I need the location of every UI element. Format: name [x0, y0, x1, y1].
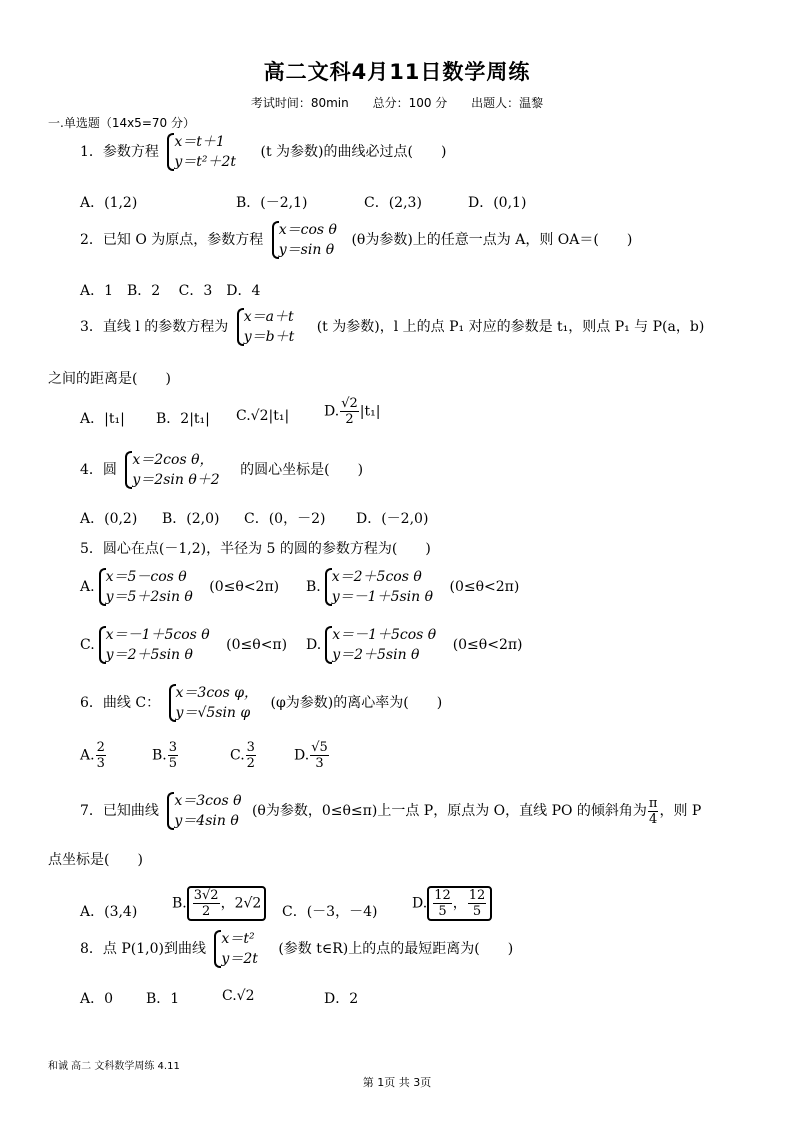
footer-page-number: 第 1页 共 3页	[362, 1076, 432, 1089]
question-7	[80, 791, 701, 831]
q2-options: A．1 B．2 C．3 D．4	[80, 283, 261, 299]
q7-b-den: 2	[202, 904, 211, 919]
q5-option-c-system	[97, 625, 210, 665]
q3-option-a: A．|t₁|	[80, 411, 125, 427]
q4-stem-tail: 的圆心坐标是( )	[240, 462, 364, 478]
question-3	[80, 307, 704, 347]
q3-equation-system	[235, 307, 295, 347]
q7-stem-tail-2: ，则 P	[659, 803, 702, 819]
footer-course-label: 和诚 高二 文科数学周练 4.11	[48, 1061, 180, 1072]
q7-option-d-fraction-2	[468, 888, 487, 919]
q3-stem-continued: 之间的距离是( )	[48, 371, 171, 387]
q7-d-den1: 5	[438, 904, 447, 919]
q5-option-c-range: (0≤θ<π)	[226, 637, 288, 653]
question-8	[80, 929, 513, 969]
exam-score: 总分：100 分	[372, 96, 448, 110]
q2-equation-system	[270, 220, 337, 260]
q4-eq-x: x＝2cos θ，	[132, 452, 214, 468]
q8-eq-y: y＝2t	[221, 951, 258, 967]
q7-equation-system	[165, 791, 241, 831]
q5-option-a-system	[97, 567, 193, 607]
section-title: 一.单选题（14x5=70 分）	[48, 116, 195, 130]
q5-option-a-label: A.	[80, 579, 95, 595]
q7-option-b-bracket	[187, 886, 267, 921]
exam-time: 考试时间：80min	[250, 96, 349, 110]
q3-option-d-num: √2	[341, 396, 358, 411]
q4-option-c: C．(0，－2)	[244, 511, 326, 527]
q5-b-eq-y: y＝－1＋5sin θ	[331, 589, 434, 605]
q5-c-eq-x: x＝－1＋5cos θ	[105, 627, 210, 643]
question-1	[80, 132, 446, 172]
q6-option-a	[80, 740, 107, 771]
q5-c-eq-y: y＝2＋5sin θ	[105, 647, 193, 663]
q5-option-d-system	[323, 625, 436, 665]
q5-b-eq-x: x＝2＋5cos θ	[331, 569, 422, 585]
q8-option-d: D．2	[324, 991, 359, 1007]
q5-option-d-label: D.	[306, 637, 322, 653]
q6-option-d	[294, 740, 330, 771]
q3-stem: 3．直线 l 的参数方程为	[80, 319, 229, 335]
q1-stem-tail: (t 为参数)的曲线必过点( )	[260, 144, 447, 160]
q6-b-den: 5	[168, 756, 178, 771]
q6-a-num: 2	[96, 740, 105, 755]
q1-option-b: B．(－2,1)	[236, 195, 308, 211]
question-5: 5．圆心在点(－1,2)，半径为 5 的圆的参数方程为( )	[80, 541, 431, 557]
q5-d-eq-x: x＝－1＋5cos θ	[332, 627, 437, 643]
q6-stem: 6．曲线 C：	[80, 695, 161, 711]
q7-option-a: A．(3,4)	[80, 904, 138, 920]
q8-equation-system	[212, 929, 257, 969]
q8-eq-x: x＝t²	[221, 931, 255, 947]
q6-a-den: 3	[96, 756, 105, 771]
q5-a-eq-y: y＝5＋2sin θ	[105, 589, 193, 605]
q7-angle-num: π	[648, 795, 658, 811]
q6-d-num: √5	[311, 740, 328, 755]
q7-d-sep: ，	[452, 895, 467, 912]
q6-c-num: 3	[246, 740, 255, 755]
exam-author: 出题人：温黎	[471, 96, 544, 110]
q6-option-d-label: D.	[294, 747, 310, 764]
q5-option-c-label: C.	[80, 637, 95, 653]
exam-info	[0, 94, 794, 111]
q6-eq-y: y＝√5sin φ	[175, 705, 251, 721]
q6-c-den: 2	[246, 756, 255, 771]
q1-eq-y: y＝t²＋2t	[174, 154, 237, 170]
q5-option-a	[80, 567, 279, 607]
q7-option-b-fraction	[193, 888, 220, 919]
q5-option-b-label: B.	[306, 579, 321, 595]
q1-equation-system	[165, 132, 236, 172]
q8-stem: 8．点 P(1,0)到曲线	[80, 941, 206, 957]
q7-b-num: 3√2	[193, 888, 219, 903]
q2-stem: 2．已知 O 为原点，参数方程	[80, 232, 264, 248]
q3-eq-x: x＝a＋t	[243, 309, 294, 325]
q7-eq-x: x＝3cos θ	[174, 793, 242, 809]
q5-option-d-range: (0≤θ<2π)	[452, 637, 523, 653]
q7-option-c: C．(－3，－4)	[282, 904, 378, 920]
q2-eq-y: y＝sin θ	[278, 242, 335, 258]
q3-option-d	[324, 396, 380, 427]
q7-option-b	[172, 886, 266, 921]
q4-eq-y: y＝2sin θ＋2	[132, 472, 220, 488]
q5-option-c	[80, 625, 287, 665]
q7-stem: 7．已知曲线	[80, 803, 159, 819]
q7-b-tail: ，2√2	[220, 895, 262, 912]
q7-option-b-label: B.	[172, 895, 187, 912]
q7-stem-continued: 点坐标是( )	[48, 852, 143, 868]
q4-option-d: D．(－2,0)	[356, 511, 429, 527]
q7-option-d	[412, 886, 492, 921]
q5-option-b	[306, 567, 519, 607]
q7-d-den2: 5	[472, 904, 482, 919]
q6-option-c-label: C.	[230, 747, 245, 764]
q5-option-a-range: (0≤θ<2π)	[209, 579, 280, 595]
q3-eq-y: y＝b＋t	[243, 329, 295, 345]
q7-option-d-fraction-1	[433, 888, 452, 919]
q3-stem-tail: (t 为参数)，l 上的点 P₁ 对应的参数是 t₁，则点 P₁ 与 P(a，b)	[316, 319, 705, 335]
q6-d-den: 3	[315, 756, 324, 771]
q6-option-a-label: A.	[80, 747, 95, 764]
question-4	[80, 450, 363, 490]
q5-option-b-range: (0≤θ<2π)	[449, 579, 520, 595]
q7-option-d-label: D.	[412, 895, 428, 912]
page-title: 高二文科4月11日数学周练	[263, 60, 531, 84]
q6-option-d-fraction	[310, 740, 329, 771]
q5-option-d	[306, 625, 523, 665]
q6-option-a-fraction	[96, 740, 106, 771]
question-2	[80, 220, 632, 260]
q1-stem: 1．参数方程	[80, 144, 159, 160]
q3-option-d-den: 2	[345, 412, 354, 427]
question-6	[80, 683, 442, 723]
q3-option-d-tail: |t₁|	[359, 403, 381, 420]
q1-option-d: D．(0,1)	[468, 195, 527, 211]
q4-equation-system	[123, 450, 219, 490]
q8-stem-tail: (参数 t∈R)上的点的最短距离为( )	[278, 941, 514, 957]
q1-eq-x: x＝t＋1	[174, 134, 225, 150]
q6-option-b-fraction	[168, 740, 178, 771]
q2-stem-tail: (θ为参数)上的任意一点为 A，则 OA＝( )	[351, 232, 633, 248]
q6-stem-tail: (φ为参数)的离心率为( )	[270, 695, 443, 711]
q2-eq-x: x＝cos θ	[278, 222, 337, 238]
q7-stem-tail: (θ为参数，0≤θ≤π)上一点 P，原点为 O，直线 PO 的倾斜角为	[251, 803, 647, 819]
q4-stem: 4．圆	[80, 462, 117, 478]
q5-a-eq-x: x＝5－cos θ	[105, 569, 187, 585]
q6-b-num: 3	[168, 740, 178, 755]
q6-option-b	[152, 740, 179, 771]
q8-option-c: C.√2	[222, 988, 255, 1004]
q6-eq-x: x＝3cos φ，	[175, 685, 259, 701]
q7-d-num2: 12	[468, 888, 486, 903]
q7-d-num1: 12	[434, 888, 451, 903]
q7-eq-y: y＝4sin θ	[174, 813, 239, 829]
q4-option-a: A．(0,2)	[80, 511, 138, 527]
q8-option-b: B．1	[146, 991, 180, 1007]
q7-angle-fraction	[648, 796, 659, 827]
q6-option-b-label: B.	[152, 747, 167, 764]
q5-d-eq-y: y＝2＋5sin θ	[332, 647, 420, 663]
q3-option-c: C.√2|t₁|	[236, 408, 290, 424]
q6-option-c	[230, 740, 257, 771]
q6-option-c-fraction	[246, 740, 256, 771]
q8-option-a: A．0	[80, 991, 114, 1007]
q3-option-b: B．2|t₁|	[156, 411, 210, 427]
q3-option-d-fraction	[340, 396, 359, 427]
q4-option-b: B．(2,0)	[162, 511, 220, 527]
q5-option-b-system	[323, 567, 433, 607]
q7-angle-den: 4	[649, 811, 658, 827]
q1-option-a: A．(1,2)	[80, 195, 138, 211]
q7-option-d-bracket	[427, 886, 492, 921]
q3-option-d-label: D.	[324, 403, 340, 420]
q6-equation-system	[167, 683, 259, 723]
q1-option-c: C．(2,3)	[364, 195, 422, 211]
